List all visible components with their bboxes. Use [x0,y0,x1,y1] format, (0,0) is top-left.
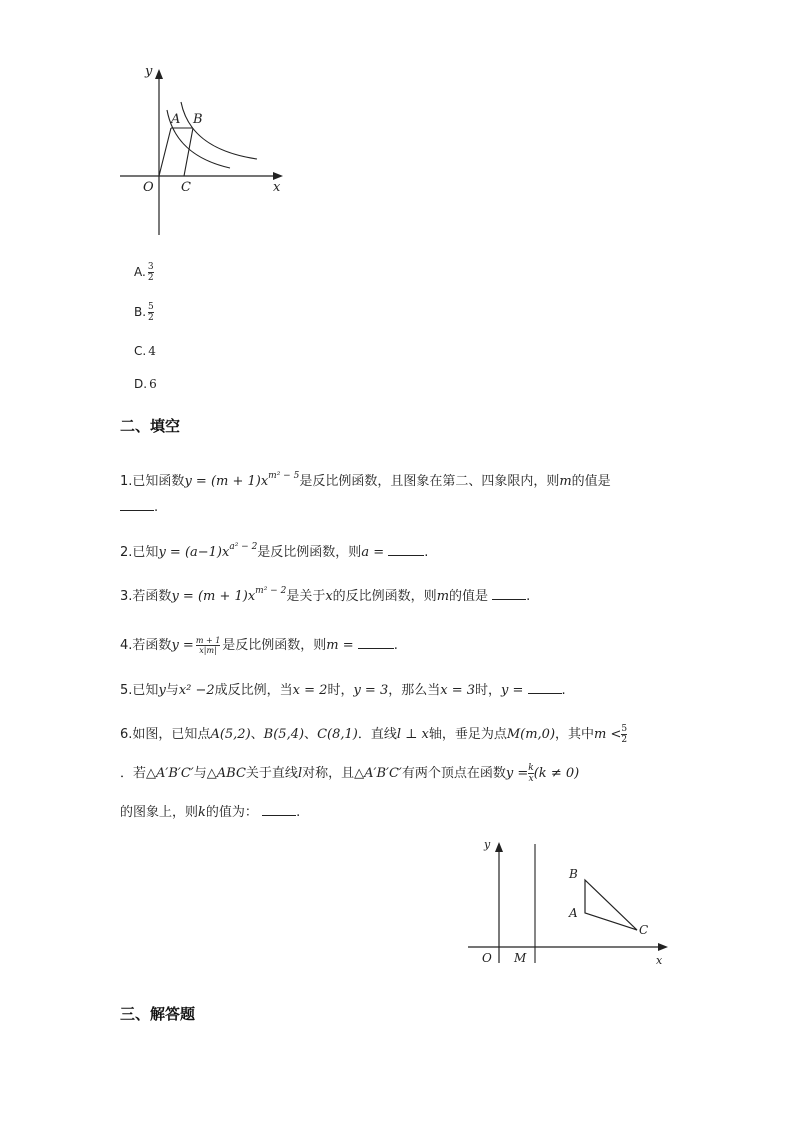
q6-l2-frac-num: k [528,763,534,773]
choice-a-numerator: 3 [147,262,154,272]
q6-text-4: ，其中 [555,727,595,742]
q5-var-y: y [158,683,166,698]
q6-l2-frac-den: x [528,774,534,784]
q6-l2-line-l: l [297,766,303,781]
fig2-y-axis-arrow-icon [495,842,503,852]
q5-cond-y: y = 3 [353,683,389,698]
q5-text-7: . [561,683,566,698]
section-3-title: 三、解答题 [120,1005,196,1023]
q1-number: 1 [120,474,129,489]
choice-b-label: B. [134,305,147,319]
label-c: C [181,180,191,195]
choice-b-denominator: 2 [148,313,154,323]
q6-l3-text-1: 的图象上，则 [120,805,199,820]
question-1: 1.已知函数$y = (m + 1)x^{m^2 - 5}$是反比例函数，且图象在第二、四象限内，则m的值是 [120,471,611,489]
q3-text-3: 的反比例函数，则 [332,589,437,604]
choice-c-label: C. [134,344,147,358]
q4-text-1: 若函数 [132,638,172,653]
choice-c-value: 4 [148,344,156,358]
q3-text-4: 的值是 [449,589,489,604]
q4-number: 4 [120,638,129,653]
q5-text-4: 时， [327,683,354,698]
q4-formula-lhs: y = [171,638,194,653]
q4-numerator: m + 1 [195,636,221,645]
question-3: 3.若函数$y = (m + 1)x^{m^2 - 2}$是关于x的反比例函数，则m的值是 . [120,586,531,604]
choice-b[interactable] [134,302,154,323]
q6-l2-text-1: ．若 [120,766,147,781]
question-4: 4.若函数y = $\frac{m + 1}{x|m|}$ 是反比例函数，则m = . [120,636,398,655]
q6-l2-triangle-prime: △A′B′C′ [146,766,194,781]
q1-var-m: m [559,474,572,489]
q6-l2-func-lhs: y = [505,766,529,781]
q3-exponent: m² − 2 [255,586,287,596]
label-a: A [171,112,181,127]
label-x: x [273,180,281,195]
fig2-label-o: O [482,951,492,965]
q6-text-2: ．直线 [357,727,397,742]
q2-number: 2 [120,545,129,560]
q3-text-2: 是关于 [286,589,326,604]
q5-text-2: 与 [165,683,179,698]
q2-exponent: a² − 2 [229,542,258,552]
q6-l2-text-5: 有两个顶点在函数 [401,766,506,781]
fig2-label-b: B [569,867,578,881]
question-6-line-1: 6.如图，已知点A(5,2)、B(5,4)、C(8,1)．直线l ⊥ x轴，垂足为点M(m,0)，其中m < $\frac{5}{2}$ [120,724,628,745]
q6-text-3: 轴，垂足为点 [428,727,507,742]
q6-l2-text-3: 关于直线 [245,766,298,781]
fig2-label-a: A [569,906,578,920]
q6-l3-text-2: 的值为： [205,805,258,820]
q6-l2-text-4: 对称，且 [302,766,355,781]
fig2-label-m: M [514,951,527,965]
q6-l2-text-2: 与 [193,766,207,781]
q6-line-l: l ⊥ x [396,727,429,742]
q1-formula: y = (m + 1)x [184,474,269,489]
q4-text-3: . [393,638,398,653]
q2-blank[interactable] [388,545,424,556]
question-5: 5.已知y与x² −2成反比例，当x = 2时，y = 3，那么当x = 3时，y = . [120,683,566,698]
q6-frac-num: 5 [621,724,628,734]
q3-blank[interactable] [492,589,526,600]
q6-blank[interactable] [262,805,296,816]
q2-formula: y = (a−1)x [158,545,230,560]
q6-sep-2: 、 [304,727,318,742]
q3-formula: y = (m + 1)x [171,589,256,604]
choice-a[interactable] [134,262,154,283]
choice-d-label: D. [134,377,148,391]
q3-number: 3 [120,589,129,604]
q5-blank[interactable] [528,683,562,694]
question-6-line-2 [120,762,579,784]
label-b: B [193,112,203,127]
q4-denominator: x|m| [196,645,220,655]
q6-l2-condition: (k ≠ 0) [533,766,580,781]
q6-sep-1: 、 [250,727,264,742]
q4-var-m: m = [326,638,354,653]
q2-text-3: . [424,545,429,560]
triangle-abc [585,880,637,930]
question-6-line-3 [120,801,300,820]
x-axis-arrow-icon [273,172,283,180]
q1-text-3: 的值是 [571,474,611,489]
q3-var-x: x [325,589,333,604]
q3-var-m: m [436,589,450,604]
fig2-x-axis-arrow-icon [658,943,668,951]
q5-expr: x² −2 [178,683,215,698]
segment-bc [184,128,193,176]
q1-exponent: m² − 5 [268,471,300,481]
q3-text-5: . [526,589,531,604]
q2-text-2: 是反比例函数，则 [257,545,362,560]
q5-text-5: ，那么当 [388,683,441,698]
q5-text-3: 成反比例，当 [214,683,293,698]
q4-blank[interactable] [358,638,394,649]
q6-point-c: C(8,1) [317,727,358,742]
q5-text-1: 已知 [132,683,159,698]
q6-l3-text-3: . [296,805,301,820]
choice-b-numerator: 5 [148,302,154,312]
fig2-label-x: x [656,954,663,967]
choice-a-label: A. [134,265,146,279]
q5-ans-y: y = [501,683,524,698]
q6-point-m: M(m,0) [506,727,556,742]
q6-point-a: A(5,2) [210,727,251,742]
question-2: 2.已知$y = (a-1)x^{a^2 - 2}$是反比例函数，则a = . [120,542,429,560]
q6-l2-triangle: △ABC [206,766,246,781]
q5-cond-x: x = 2 [292,683,328,698]
figure-2-graph [462,835,672,970]
q6-text-1: 如图，已知点 [132,727,211,742]
q6-l2-triangle-prime-2: △A′B′C′ [354,766,402,781]
q5-new-x: x = 3 [440,683,476,698]
q6-cond-m: m < [594,727,622,742]
q1-blank[interactable] [120,500,154,511]
q3-text-1: 若函数 [132,589,172,604]
q1-text-1: 已知函数 [132,474,185,489]
q6-point-b: B(5,4) [263,727,305,742]
q2-var-a: a = [361,545,385,560]
choice-d[interactable] [134,377,157,391]
choice-d-value: 6 [149,377,157,391]
fig2-label-c: C [639,923,649,937]
q2-text-1: 已知 [132,545,159,560]
q5-text-6: 时， [475,683,502,698]
q5-number: 5 [120,683,129,698]
label-o: O [143,180,154,195]
q4-text-2: 是反比例函数，则 [222,638,327,653]
choice-c[interactable] [134,344,156,358]
figure-1-graph [115,60,290,245]
label-y: y [145,64,153,79]
q1-text-2: 是反比例函数，且图象在第二、四象限内，则 [299,474,560,489]
q6-frac-den: 2 [621,735,628,745]
q1-answer-line[interactable]: . [120,500,158,515]
fig2-label-y: y [484,838,491,851]
section-2-title: 二、填空 [120,417,181,435]
segment-oa [159,128,171,176]
y-axis-arrow-icon [155,69,163,79]
choice-a-denominator: 2 [147,273,154,283]
q6-l3-var-k: k [198,805,206,820]
q6-number: 6 [120,727,129,742]
